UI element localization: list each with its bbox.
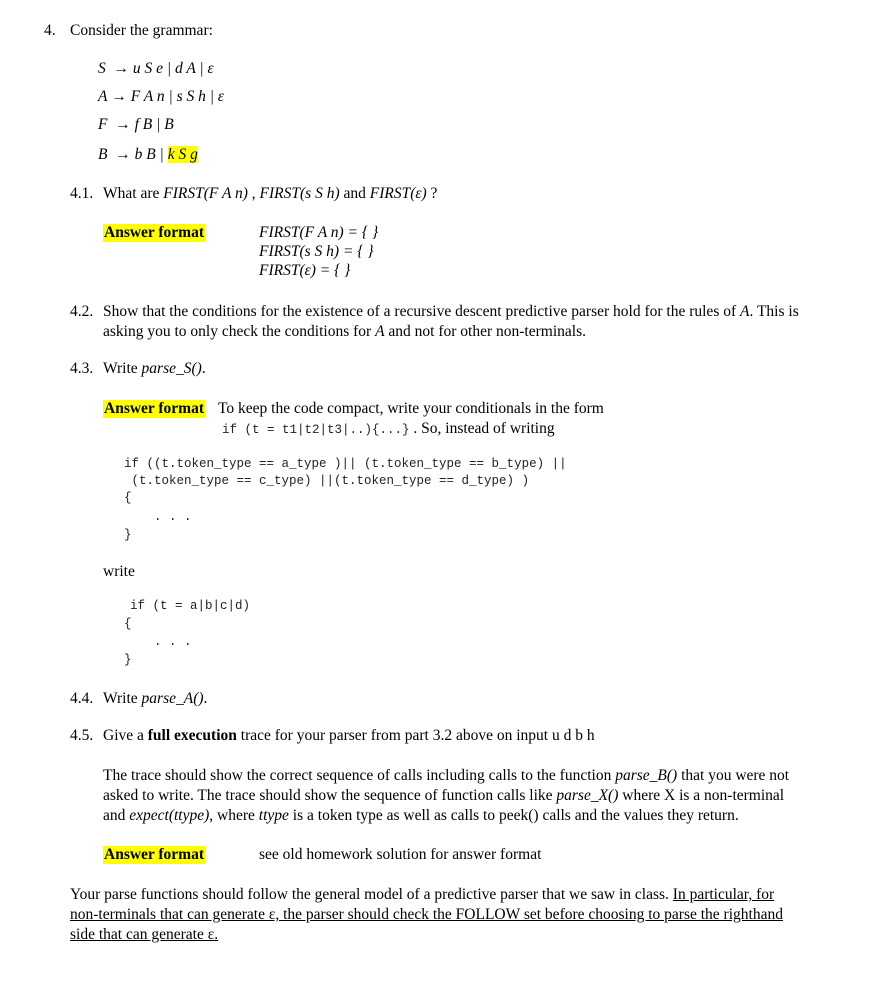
code-line: (t.token_type == c_type) ||(t.token_type == d_type) ) bbox=[124, 474, 530, 488]
code-line: { bbox=[124, 617, 132, 631]
grammar-rule-s: S → u S e | d A | ε bbox=[98, 60, 214, 77]
code-line: } bbox=[124, 653, 132, 667]
trace-instructions: The trace should show the correct sequence of calls including calls to the function parse_B() that you were not asked to write. The trace should show the sequence of function calls like parse_X() where X is a non-terminal and expect(ttype), where ttype is a token type as well as calls to peek() calls and the values they return. bbox=[103, 767, 790, 824]
code-line: if ((t.token_type == a_type )|| (t.token_type == b_type) || bbox=[124, 457, 567, 471]
answer-line-3: FIRST(ε) = { } bbox=[259, 262, 351, 279]
grammar-rule-f: F → f B | B bbox=[98, 116, 174, 133]
grammar-rule-a: A → F A n | s S h | ε bbox=[98, 88, 225, 105]
part-4-5-number: 4.5. bbox=[70, 727, 94, 744]
part-4-1-text: What are FIRST(F A n) , FIRST(s S h) and FIRST(ε) ? bbox=[103, 185, 438, 202]
part-4-3-number: 4.3. bbox=[70, 360, 94, 377]
part-4-3-text: Write parse_S(). bbox=[103, 360, 206, 377]
answer-format-label: Answer format bbox=[104, 846, 205, 863]
write-label: write bbox=[103, 563, 135, 580]
part-4-1-number: 4.1. bbox=[70, 185, 94, 202]
answer-format-desc: To keep the code compact, write your conditionals in the form bbox=[218, 400, 604, 417]
grammar-rule-b: B → b B | k S g bbox=[98, 146, 198, 163]
code-line: } bbox=[124, 528, 132, 542]
part-4-4-text: Write parse_A(). bbox=[103, 690, 208, 707]
part-4-2-text: Show that the conditions for the existence of a recursive descent predictive parser hold for the rules of A. This is asking you to only check the conditions for A and not for other non-terminals. bbox=[103, 303, 799, 340]
answer-format-desc-2: if (t = t1|t2|t3|..){...} . So, instead of writing bbox=[222, 420, 555, 437]
code-line: { bbox=[124, 491, 132, 505]
part-4-2-number: 4.2. bbox=[70, 303, 94, 320]
answer-line-2: FIRST(s S h) = { } bbox=[259, 243, 374, 260]
part-4-4-number: 4.4. bbox=[70, 690, 94, 707]
question-intro: Consider the grammar: bbox=[70, 22, 213, 39]
footer-note: Your parse functions should follow the general model of a predictive parser that we saw in class. In particular, for non-terminals that can generate ε, the parser should check the FOLLOW set before choosing to parse the righthand side that can generate ε. bbox=[70, 886, 783, 943]
answer-format-label: Answer format bbox=[104, 224, 205, 241]
highlighted-production: k S g bbox=[167, 146, 198, 163]
answer-format-note: see old homework solution for answer format bbox=[259, 846, 542, 863]
code-line: . . . bbox=[124, 635, 192, 649]
code-line: if (t = a|b|c|d) bbox=[130, 599, 251, 613]
answer-format-label: Answer format bbox=[104, 400, 205, 417]
question-number: 4. bbox=[44, 22, 56, 39]
code-line: . . . bbox=[124, 510, 192, 524]
answer-line-1: FIRST(F A n) = { } bbox=[259, 224, 379, 241]
part-4-5-text: Give a full execution trace for your parser from part 3.2 above on input u d b h bbox=[103, 727, 595, 744]
